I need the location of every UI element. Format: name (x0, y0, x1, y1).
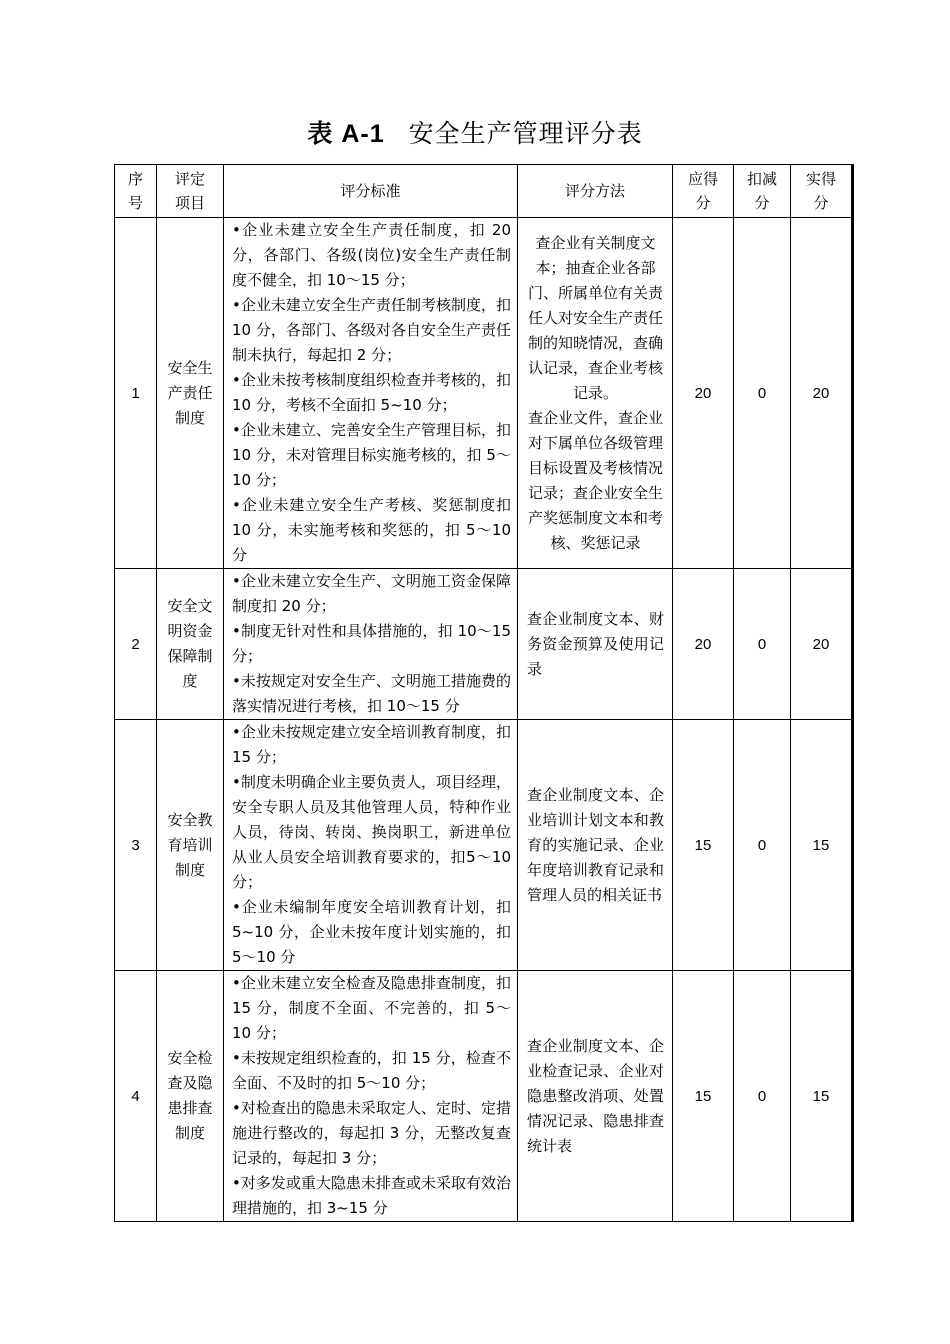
row-number: 4 (115, 971, 157, 1222)
table-title-text: 安全生产管理评分表 (408, 119, 643, 148)
scoring-table (114, 164, 854, 1222)
table-row (115, 218, 853, 569)
standard-line: •企业未建立、完善安全生产管理目标，扣 10 分，未对管理目标实施考核的，扣 5～10 分； (232, 421, 511, 489)
standard-line: •未按规定对安全生产、文明施工措施费的落实情况进行考核，扣 10～15 分 (232, 672, 511, 715)
deduct-score: 0 (734, 569, 791, 720)
header-actual: 实得分 (791, 165, 853, 218)
deduct-score: 0 (734, 218, 791, 569)
standard-line: •制度未明确企业主要负责人，项目经理，安全专职人员及其他管理人员，特种作业人员，待岗、转岗、换岗职工，新进单位从业人员安全培训教育要求的，扣5～10 分； (232, 773, 511, 891)
row-standard (224, 569, 518, 720)
row-method (518, 569, 673, 720)
header-standard: 评分标准 (224, 165, 518, 218)
standard-line: •制度无针对性和具体措施的，扣 10～15 分； (232, 622, 511, 665)
deduct-score: 0 (734, 971, 791, 1222)
header-deduct: 扣减分 (734, 165, 791, 218)
actual-score: 20 (791, 569, 853, 720)
table-row (115, 569, 853, 720)
table-row (115, 720, 853, 971)
row-number: 2 (115, 569, 157, 720)
actual-score: 20 (791, 218, 853, 569)
row-number: 3 (115, 720, 157, 971)
standard-line: •企业未建立安全生产、文明施工资金保障制度扣 20 分； (232, 572, 511, 615)
standard-line: •企业未编制年度安全培训教育计划，扣 5~10 分，企业未按年度计划实施的，扣 5～10 分 (232, 898, 511, 966)
due-score: 15 (673, 720, 734, 971)
row-standard (224, 218, 518, 569)
method-line: 查企业制度文本、企业检查记录、企业对隐患整改消项、处置情况记录、隐患排查统计表 (527, 1036, 664, 1155)
standard-line: •对多发或重大隐患未排查或未采取有效治理措施的，扣 3~15 分 (232, 1174, 511, 1217)
standard-line: •企业未按规定建立安全培训教育制度，扣 15 分； (232, 723, 511, 766)
row-method (518, 720, 673, 971)
standard-line: •未按规定组织检查的，扣 15 分，检查不全面、不及时的扣 5～10 分； (232, 1049, 511, 1092)
standard-line: •企业未建立安全生产责任制度，扣 20 分，各部门、各级(岗位)安全生产责任制度不健全，扣 10～15 分； (232, 221, 511, 289)
standard-line: •企业未建立安全生产考核、奖惩制度扣 10 分，未实施考核和奖惩的，扣 5～10 分 (232, 496, 511, 564)
table-title (0, 114, 950, 150)
row-standard (224, 971, 518, 1222)
row-standard (224, 720, 518, 971)
method-line: 查企业文件，查企业对下属单位各级管理目标设置及考核情况记录；查企业安全生产奖惩制度文本和考核、奖惩记录 (527, 408, 663, 552)
header-no: 序号 (115, 165, 157, 218)
row-item: 安全检查及隐患排查制度 (157, 971, 224, 1222)
row-number: 1 (115, 218, 157, 569)
header-method: 评分方法 (518, 165, 673, 218)
method-line: 查企业有关制度文本；抽查企业各部门、所属单位有关责任人对安全生产责任制的知晓情况，查确认记录，查企业考核记录。 (527, 233, 663, 402)
method-line: 查企业制度文本、财务资金预算及使用记录 (527, 609, 664, 678)
standard-line: •对检查出的隐患未采取定人、定时、定措施进行整改的，每起扣 3 分，无整改复查记录的，每起扣 3 分； (232, 1099, 511, 1167)
header-item: 评定项目 (157, 165, 224, 218)
header-row (115, 165, 853, 218)
row-method (518, 218, 673, 569)
row-item: 安全教育培训制度 (157, 720, 224, 971)
actual-score: 15 (791, 971, 853, 1222)
deduct-score: 0 (734, 720, 791, 971)
row-item: 安全文明资金保障制度 (157, 569, 224, 720)
actual-score: 15 (791, 720, 853, 971)
method-line: 查企业制度文本、企业培训计划文本和教育的实施记录、企业年度培训教育记录和管理人员的相关证书 (527, 785, 664, 904)
row-item: 安全生产责任制度 (157, 218, 224, 569)
standard-line: •企业未按考核制度组织检查并考核的，扣 10 分，考核不全面扣 5~10 分； (232, 371, 511, 414)
table-row (115, 971, 853, 1222)
due-score: 20 (673, 218, 734, 569)
due-score: 15 (673, 971, 734, 1222)
due-score: 20 (673, 569, 734, 720)
standard-line: •企业未建立安全生产责任制考核制度，扣 10 分，各部门、各级对各自安全生产责任制未执行，每起扣 2 分； (232, 296, 511, 364)
row-method (518, 971, 673, 1222)
header-due: 应得分 (673, 165, 734, 218)
standard-line: •企业未建立安全检查及隐患排查制度，扣 15 分，制度不全面、不完善的，扣 5～10 分； (232, 974, 511, 1042)
table-code: 表 A-1 (307, 120, 385, 148)
